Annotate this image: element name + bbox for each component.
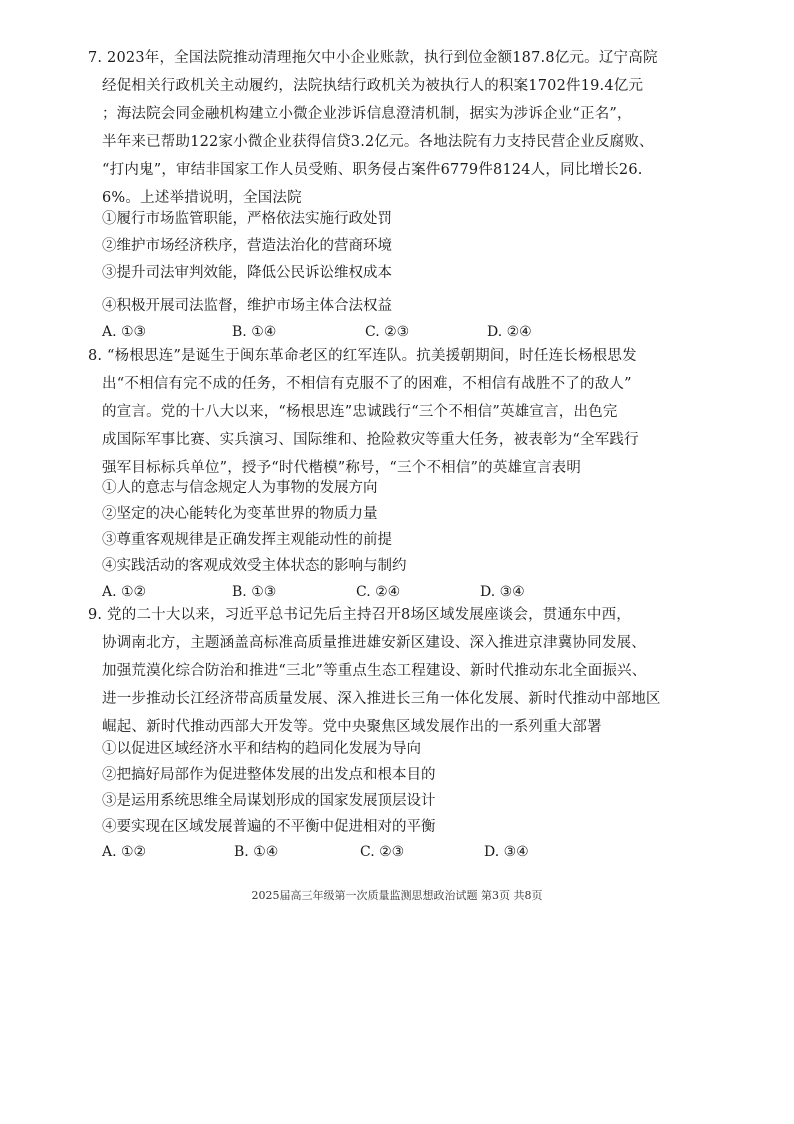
q7-options [102, 320, 532, 344]
q9-stem-line: 协调南北方，主题涵盖高标准高质量推进雄安新区建设、深入推进京津冀协同发展、 [102, 635, 646, 651]
q7-stem-line: ；海法院会同金融机构建立小微企业涉诉信息澄清机制，据实为涉诉企业“正名”， [102, 106, 632, 122]
q7-statement-3: ③提升司法审判效能，降低公民诉讼维权成本 [102, 265, 392, 281]
q8-option-d: D. ③④ [480, 584, 525, 600]
q7-statement-2: ②维护市场经济秩序，营造法治化的营商环境 [102, 238, 392, 254]
q7-option-a: A. ①③ [102, 324, 147, 340]
q9-statement-3: ③是运用系统思维全局谋划形成的国家发展顶层设计 [102, 793, 436, 809]
q8-statement-1: ①人的意志与信念规定人为事物的发展方向 [102, 480, 378, 496]
q9-option-d: D. ③④ [484, 844, 529, 860]
q7-statement-4: ④积极开展司法监督，维护市场主体合法权益 [102, 298, 392, 314]
q8-stem-line: 成国际军事比赛、实兵演习、国际维和、抢险救灾等重大任务，被表彰为“全军践行 [102, 432, 639, 448]
q7-option-d: D. ②④ [487, 324, 532, 340]
q9-stem-line: 崛起、新时代推动西部大开发等。党中央聚焦区域发展作出的一系列重大部署 [102, 719, 602, 735]
q7-stem-line: 7. 2023年，全国法院推动清理拖欠中小企业账款，执行到位金额187.8亿元。辽宁高院 [88, 50, 658, 66]
q9-option-c: C. ②③ [360, 844, 405, 860]
q8-statement-2: ②坚定的决心能转化为变革世界的物质力量 [102, 506, 378, 522]
q9-stem-line: 加强荒漠化综合防治和推进“三北”等重点生态工程建设、新时代推动东北全面振兴、 [102, 663, 647, 679]
q8-stem-line: 8. “杨根思连”是诞生于闽东革命老区的红军连队。抗美援朝期间，时任连长杨根思发 [88, 348, 637, 364]
q9-options [102, 840, 529, 864]
q8-option-b: B. ①③ [232, 584, 277, 600]
q7-stem-line: 6%。上述举措说明，全国法院 [102, 190, 302, 206]
q9-stem-line: 9. 党的二十大以来，习近平总书记先后主持召开8场区域发展座谈会，贯通东中西， [88, 607, 631, 623]
q8-statement-3: ③尊重客观规律是正确发挥主观能动性的前提 [102, 532, 392, 548]
q7-stem-line: “打内鬼”，审结非国家工作人员受贿、职务侵占案件6779件8124人，同比增长26. [102, 162, 643, 178]
q9-option-a: A. ①② [102, 844, 147, 860]
q8-stem-line: 强军目标标兵单位”，授予“时代楷模”称号，“三个不相信”的英雄宣言表明 [102, 460, 582, 476]
page-footer: 2025届高三年级第一次质量监测思想政治试题 第3页 共8页 [251, 889, 543, 902]
q7-option-c: C. ②③ [365, 324, 410, 340]
q9-option-b: B. ①④ [234, 844, 279, 860]
q7-stem-line: 半年来已帮助122家小微企业获得信贷3.2亿元。各地法院有力支持民营企业反腐败、 [102, 134, 654, 150]
q8-stem-line: 的宣言。党的十八大以来，“杨根思连”忠诚践行“三个不相信”英雄宣言，出色完 [102, 404, 618, 420]
q9-statement-2: ②把搞好局部作为促进整体发展的出发点和根本目的 [102, 767, 436, 783]
question-9-stem [88, 601, 702, 741]
q7-option-b: B. ①④ [232, 324, 277, 340]
q8-option-c: C. ②④ [356, 584, 401, 600]
q9-stem-line: 进一步推动长江经济带高质量发展、深入推进长三角一体化发展、新时代推动中部地区 [102, 691, 661, 707]
q7-stem-line: 经促相关行政机关主动履约，法院执结行政机关为被执行人的积案1702件19.4亿元 [102, 78, 644, 94]
q8-statement-4: ④实践活动的客观成效受主体状态的影响与制约 [102, 558, 407, 574]
question-7-stem [88, 44, 702, 212]
question-8-stem [88, 342, 702, 482]
q7-statement-1: ①履行市场监管职能，严格依法实施行政处罚 [102, 211, 392, 227]
q9-statement-4: ④要实现在区域发展普遍的不平衡中促进相对的平衡 [102, 819, 436, 835]
q8-stem-line: 出“不相信有完不成的任务，不相信有克服不了的困难，不相信有战胜不了的敌人” [102, 376, 632, 392]
q8-option-a: A. ①② [102, 584, 147, 600]
q9-statement-1: ①以促进区域经济水平和结构的趋同化发展为导向 [102, 741, 421, 757]
